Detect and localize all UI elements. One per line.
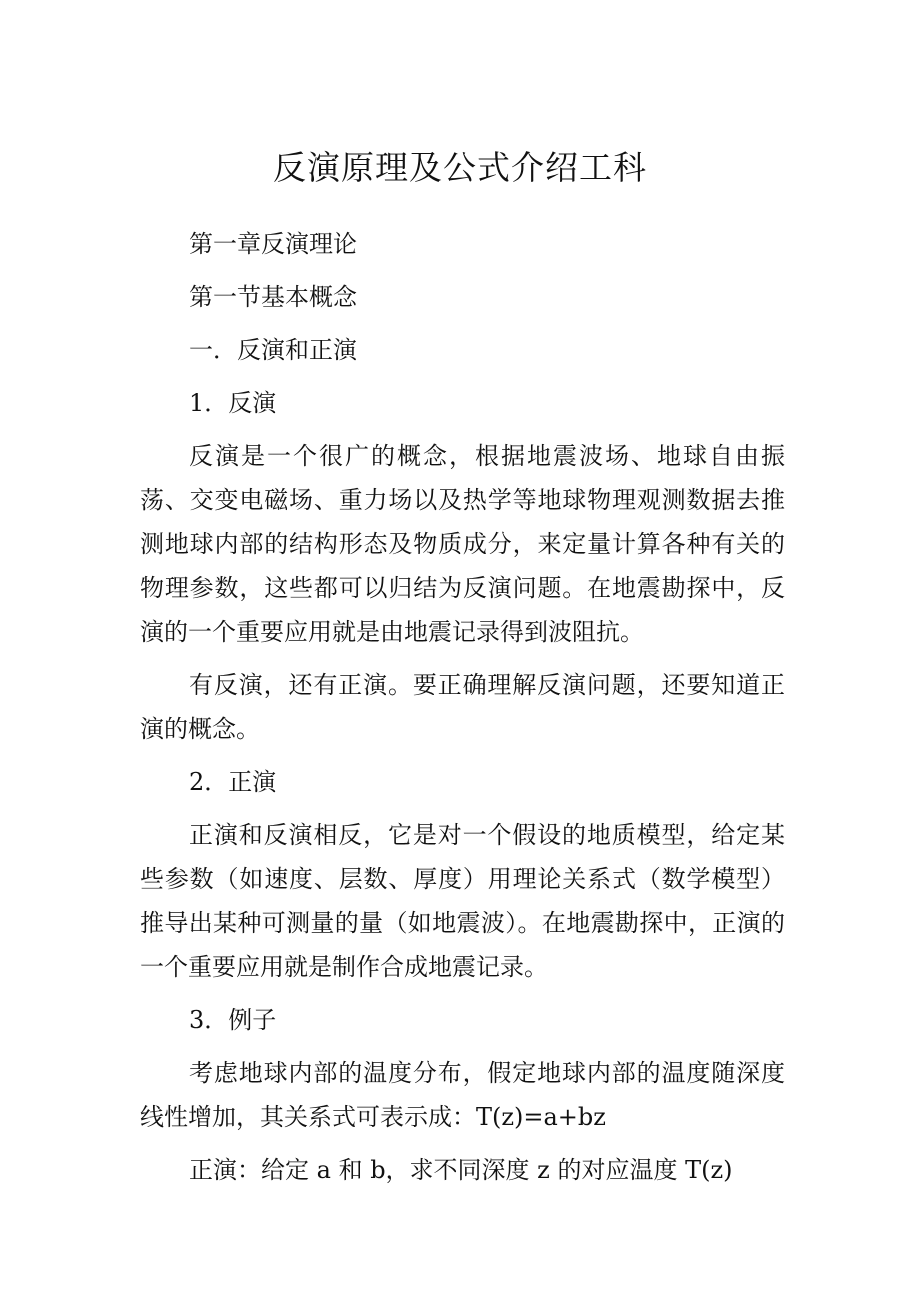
- subsection-heading: 一．反演和正演: [189, 336, 357, 364]
- paragraph-inversion-definition: 反演是一个很广的概念，根据地震波场、地球自由振荡、交变电磁场、重力场以及热学等地球物理观测数据去推测地球内部的结构形态及物质成分，来定量计算各种有关的物理参数，这些都可以归结为反演问题。在地震勘探中，反演的一个重要应用就是由地震记录得到波阻抗。: [140, 442, 785, 646]
- item-heading-example: 3．例子: [189, 1006, 277, 1034]
- document-body: [140, 222, 785, 1192]
- section-heading: 第一节基本概念: [189, 283, 357, 311]
- paragraph-example: 考虑地球内部的温度分布，假定地球内部的温度随深度线性增加，其关系式可表示成：T(z)=a+bz: [140, 1059, 785, 1131]
- paragraph-forward-example: 正演：给定 a 和 b，求不同深度 z 的对应温度 T(z): [189, 1156, 733, 1184]
- item-heading-forward: 2．正演: [189, 768, 277, 796]
- chapter-heading: 第一章反演理论: [189, 230, 357, 258]
- document-title: 反演原理及公式介绍工科: [273, 148, 647, 187]
- paragraph-forward-definition: 正演和反演相反，它是对一个假设的地质模型，给定某些参数（如速度、层数、厚度）用理论关系式（数学模型）推导出某种可测量的量（如地震波）。在地震勘探中，正演的一个重要应用就是制作合成地震记录。: [140, 821, 785, 981]
- item-heading-inversion: 1．反演: [189, 389, 277, 417]
- paragraph-forward-intro: 有反演，还有正演。要正确理解反演问题，还要知道正演的概念。: [140, 671, 785, 743]
